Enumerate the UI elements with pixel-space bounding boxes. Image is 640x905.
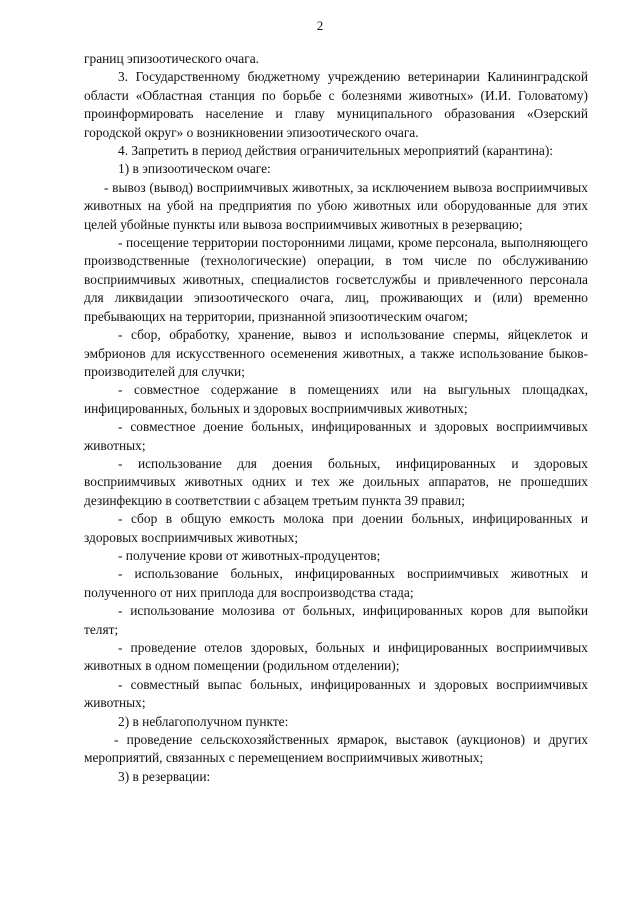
paragraph: 4. Запретить в период действия ограничительных мероприятий (карантина):	[118, 143, 554, 159]
paragraph: - проведение сельскохозяйственных ярмарок, выставок (аукционов) и других мероприятий, связанных с перемещением восприимчивых животных;	[84, 732, 588, 766]
paragraph: - сбор в общую емкость молока при доении больных, инфицированных и здоровых восприимчивых животных;	[84, 511, 588, 545]
paragraph: 3) в резервации:	[118, 768, 211, 784]
paragraph: - использование для доения больных, инфицированных и здоровых восприимчивых животных одних и тех же доильных аппаратов, не прошедших дезинфекцию в соответствии с абзацем третьим пункта 39 правил;	[84, 455, 588, 508]
paragraph: - совместный выпас больных, инфицированных и здоровых восприимчивых животных;	[84, 676, 588, 711]
paragraph: 2) в неблагополучном пункте:	[118, 713, 289, 729]
paragraph: - сбор, обработку, хранение, вывоз и использование спермы, яйцеклеток и эмбрионов для искусственного осеменения животных, а также использование быков-производителей для случки;	[84, 327, 588, 379]
paragraph: - проведение отелов здоровых, больных и инфицированных восприимчивых животных в одном помещении (родильном отделении);	[84, 640, 588, 674]
document-body	[84, 50, 588, 786]
paragraph: - совместное содержание в помещениях или на выгульных площадках, инфицированных, больных и здоровых восприимчивых животных;	[84, 382, 588, 416]
page-number: 2	[316, 18, 324, 33]
paragraph: - посещение территории посторонними лицами, кроме персонала, выполняющего производственные (технологические) операции, в том числе по обслуживанию восприимчивых животных, специалистов госветслужбы и привлеченного персонала для ликвидации эпизоотического очага, лиц, проживающих и (или) временно пребывающих на территории, признанной эпизоотическим очагом;	[84, 235, 588, 324]
paragraph: - использование молозива от больных, инфицированных коров для выпойки телят;	[84, 603, 588, 637]
paragraph: - использование больных, инфицированных восприимчивых животных и полученного от них приплода для воспроизводства стада;	[84, 566, 588, 600]
paragraph: 3. Государственному бюджетному учреждению ветеринарии Калининградской области «Областная станция по борьбе с болезнями животных» (И.И. Головатому) проинформировать население и главу муниципального образования «Озерский городской округ» о возникновении эпизоотического очага.	[84, 69, 588, 140]
paragraph: - совместное доение больных, инфицированных и здоровых восприимчивых животных;	[84, 419, 588, 453]
paragraph: границ эпизоотического очага.	[84, 51, 259, 66]
paragraph: 1) в эпизоотическом очаге:	[118, 161, 271, 177]
paragraph: - получение крови от животных-продуцентов;	[118, 547, 381, 563]
paragraph: - вывоз (вывод) восприимчивых животных, за исключением вывоза восприимчивых животных на убой на предприятия по убою животных или оборудованные для этих целей убойные пункты или вывоза восприимчивых животных в резервацию;	[84, 179, 588, 232]
